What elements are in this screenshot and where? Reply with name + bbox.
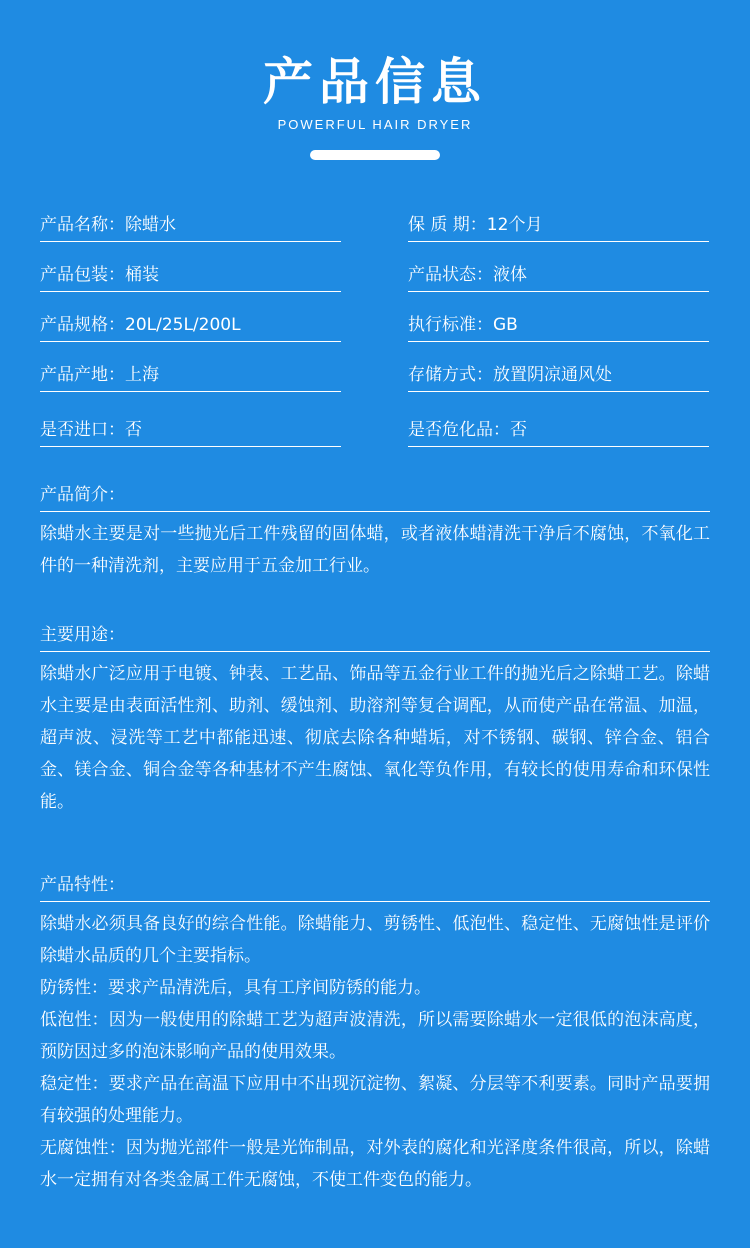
- paragraph: 无腐蚀性：因为抛光部件一般是光饰制品，对外表的腐化和光泽度条件很高，所以，除蜡水一定拥有对各类金属工件无腐蚀，不使工件变色的能力。: [40, 1138, 710, 1190]
- section-body-intro: [40, 518, 710, 582]
- section-features: [40, 870, 710, 1196]
- spec-origin: 产品产地：上海: [40, 360, 341, 392]
- spec-row: [40, 415, 710, 449]
- spec-state: 产品状态：液体: [408, 260, 709, 292]
- section-heading-usage: 主要用途：: [40, 620, 710, 652]
- spec-packaging: 产品包装：桶装: [40, 260, 341, 292]
- spec-shelf-life: 保 质 期：12个月: [408, 210, 709, 242]
- spec-hazardous: 是否危化品：否: [408, 415, 709, 447]
- spec-imported: 是否进口：否: [40, 415, 341, 447]
- page-title: 产品信息: [263, 53, 487, 111]
- spec-product-name: 产品名称：除蜡水: [40, 210, 341, 242]
- spec-row: [40, 260, 710, 294]
- section-body-features: [40, 908, 710, 1196]
- spec-size: 产品规格：20L/25L/200L: [40, 310, 341, 342]
- paragraph: 稳定性：要求产品在高温下应用中不出现沉淀物、絮凝、分层等不利要素。同时产品要拥有较强的处理能力。: [40, 1074, 710, 1126]
- section-usage: [40, 620, 710, 818]
- paragraph: 低泡性：因为一般使用的除蜡工艺为超声波清洗，所以需要除蜡水一定很低的泡沫高度，预防因过多的泡沫影响产品的使用效果。: [40, 1010, 710, 1062]
- section-body-usage: [40, 658, 710, 818]
- header: [0, 50, 750, 160]
- spec-row: [40, 360, 710, 394]
- spec-standard: 执行标准：GB: [408, 310, 709, 342]
- section-heading-features: 产品特性：: [40, 870, 710, 902]
- spec-row: [40, 310, 710, 344]
- page-subtitle: POWERFUL HAIR DRYER: [277, 117, 473, 132]
- title-underline-bar: [310, 150, 440, 160]
- paragraph: 除蜡水主要是对一些抛光后工件残留的固体蜡，或者液体蜡清洗干净后不腐蚀，不氧化工件的一种清洗剂，主要应用于五金加工行业。: [40, 524, 710, 576]
- spec-storage: 存储方式：放置阴凉通风处: [408, 360, 709, 392]
- paragraph: 除蜡水必须具备良好的综合性能。除蜡能力、剪锈性、低泡性、稳定性、无腐蚀性是评价除蜡水品质的几个主要指标。: [40, 914, 710, 966]
- spec-row: [40, 210, 710, 244]
- paragraph: 除蜡水广泛应用于电镀、钟表、工艺品、饰品等五金行业工件的抛光后之除蜡工艺。除蜡水主要是由表面活性剂、助剂、缓蚀剂、助溶剂等复合调配，从而使产品在常温、加温，超声波、浸洗等工艺中都能迅速、彻底去除各种蜡垢，对不锈钢、碳钢、锌合金、铝合金、镁合金、铜合金等各种基材不产生腐蚀、氧化等负作用，有较长的使用寿命和环保性能。: [40, 664, 710, 812]
- section-intro: [40, 480, 710, 582]
- section-heading-intro: 产品简介：: [40, 480, 710, 512]
- paragraph: 防锈性：要求产品清洗后，具有工序间防锈的能力。: [40, 978, 431, 998]
